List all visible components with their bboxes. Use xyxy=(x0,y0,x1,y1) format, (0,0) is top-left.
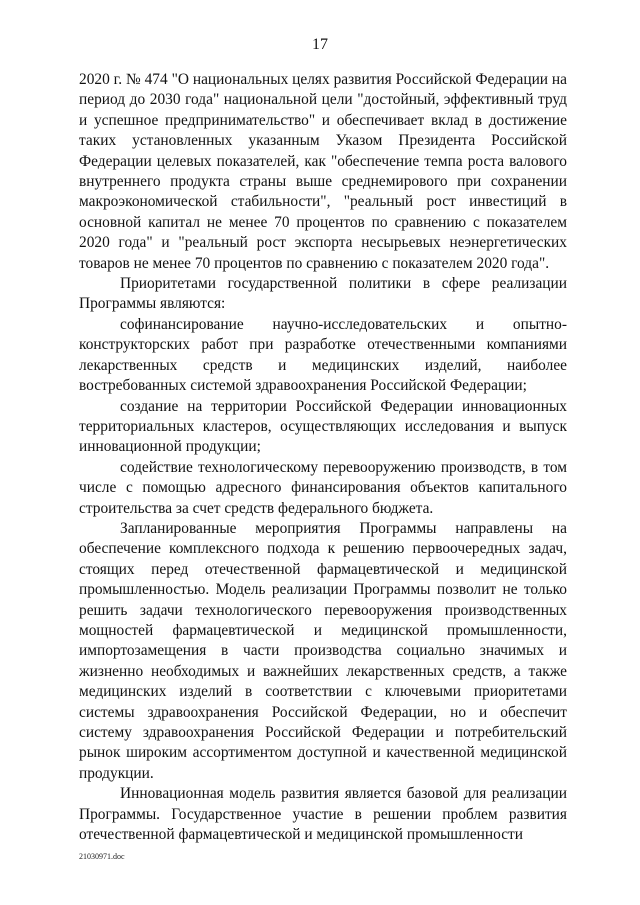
paragraph-priority-reequipment: содействие технологическому перевооружению производств, в том числе с помощью адресного финансирования объектов капитального строительства за счет средств федерального бюджета. xyxy=(79,458,567,517)
paragraph-continuation: 2020 г. № 474 "О национальных целях развития Российской Федерации на период до 2030 года" национальной цели "достойный, эффективный труд и успешное предпринимательство" и обеспечивает вклад в достижение таких установленных указанным Указом Президента Российской Федерации целевых показателей, как "обеспечение темпа роста валового внутреннего продукта страны выше среднемирового при сохранении макроэкономической стабильности", "реальный рост инвестиций в основной капитал не менее 70 процентов по сравнению с показателем 2020 года" и "реальный рост экспорта несырьевых неэнергетических товаров не менее 70 процентов по сравнению с показателем 2020 года". xyxy=(79,71,567,272)
paragraph-priority-cofinancing: софинансирование научно-исследовательских и опытно-конструкторских работ при разработке отечественными компаниями лекарственных средств и медицинских изделий, наиболее востребованных системой здравоохранения Российской Федерации; xyxy=(79,315,567,395)
document-body xyxy=(79,70,567,845)
page-number: 17 xyxy=(312,36,328,53)
paragraph-priority-clusters: создание на территории Российской Федерации инновационных территориальных кластеров, осуществляющих исследования и выпуск инновационной продукции; xyxy=(79,397,567,456)
paragraph-innovation-model: Инновационная модель развития является базовой для реализации Программы. Государственное участие в решении проблем развития отечественной фармацевтической и медицинской промышленности xyxy=(79,785,567,844)
paragraph-planned-measures: Запланированные мероприятия Программы направлены на обеспечение комплексного подхода к решению первоочередных задач, стоящих перед отечественной фармацевтической и медицинской промышленностью. Модель реализации Программы позволит не только решить задачи технологического перевооружения производственных мощностей фармацевтической и медицинской промышленности, импортозамещения в части производства социально значимых и жизненно необходимых и важнейших лекарственных средств, а также медицинских изделий в соответствии с ключевыми приоритетами системы здравоохранения Российской Федерации, но и обеспечит систему здравоохранения Российской Федерации и потребительский рынок широким ассортиментом доступной и качественной медицинской продукции. xyxy=(79,519,567,782)
footer-file-name: 21030971.doc xyxy=(79,852,125,861)
paragraph-priorities-intro: Приоритетами государственной политики в сфере реализации Программы являются: xyxy=(79,275,567,313)
